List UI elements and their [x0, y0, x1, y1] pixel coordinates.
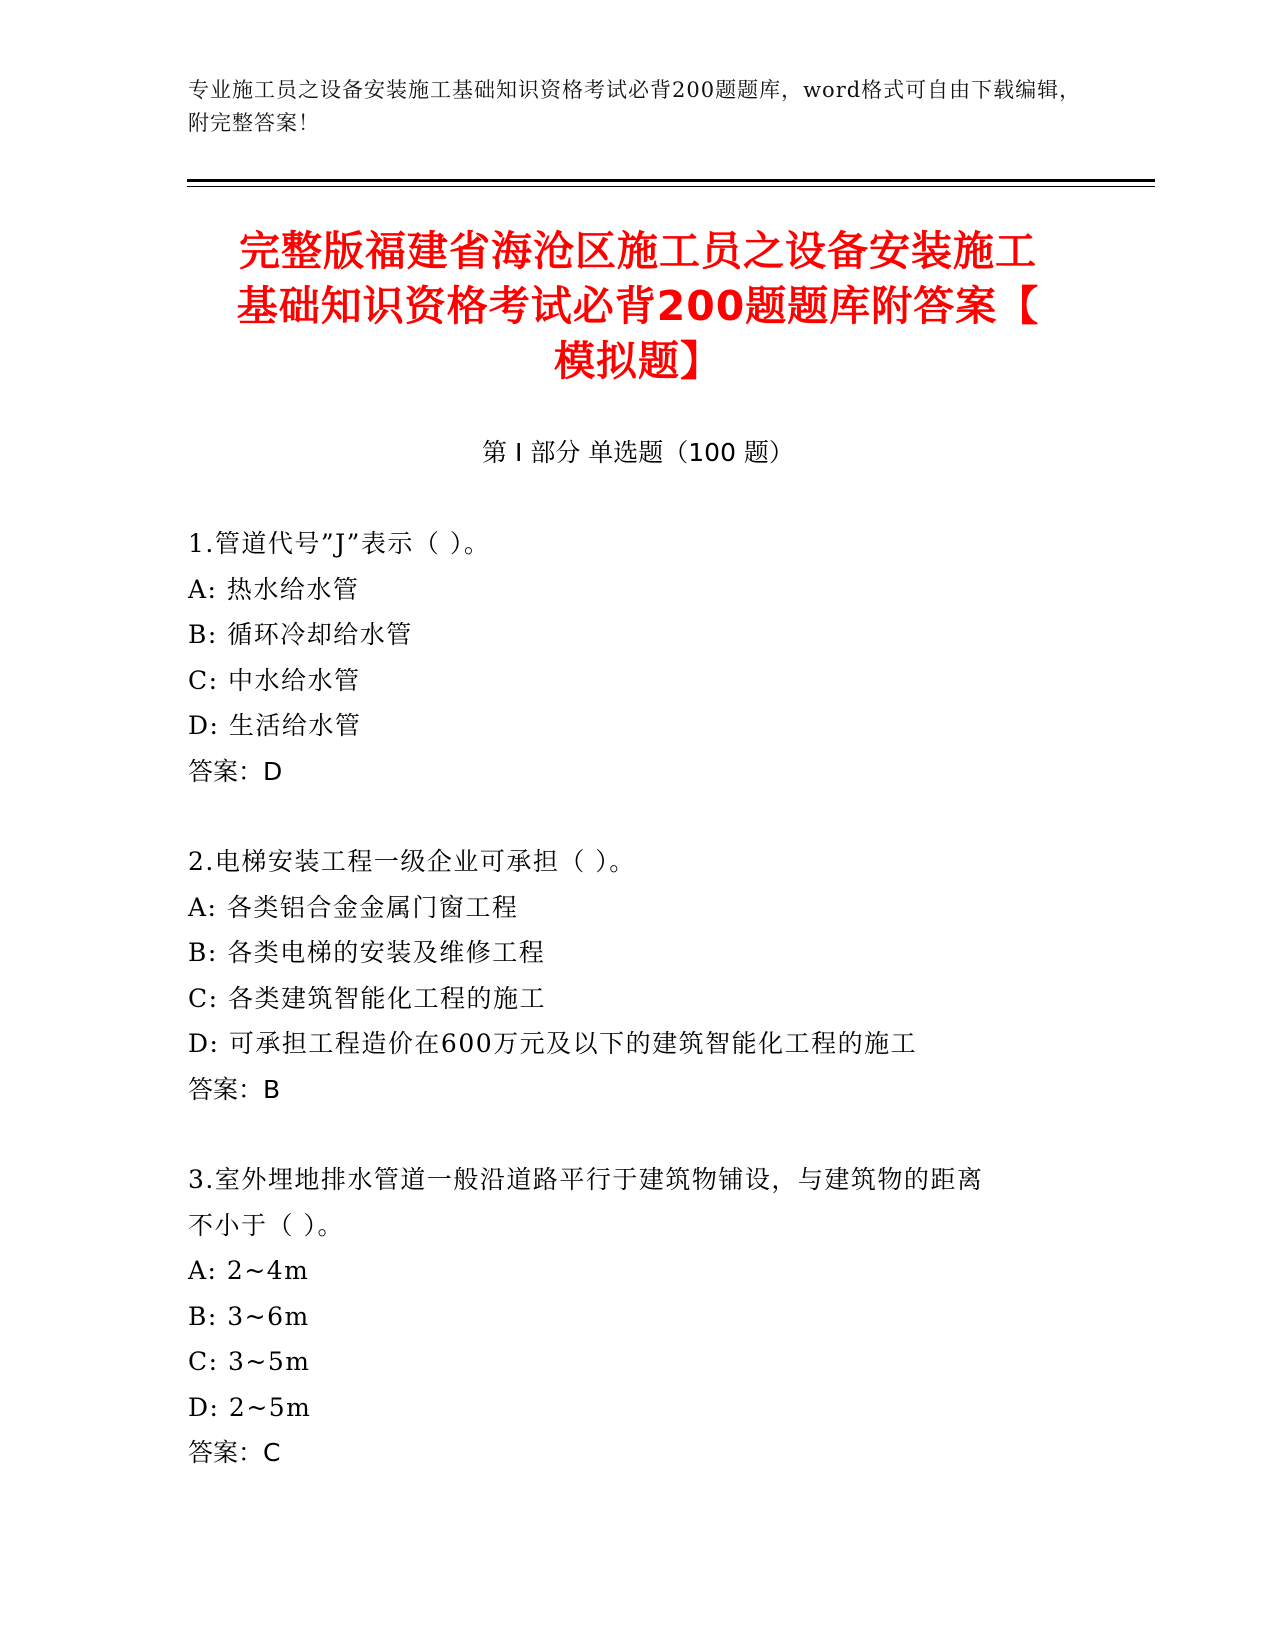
question-3: [188, 1157, 1088, 1476]
document-title: [188, 224, 1088, 389]
question-list: [188, 521, 1088, 1476]
header-rule-thin: [187, 186, 1155, 187]
document-title-line-2: 基础知识资格考试必背200题题库附答案【: [236, 282, 1040, 330]
document-title-line-1: 完整版福建省海沧区施工员之设备安装施工: [239, 227, 1037, 275]
option-list: [188, 1248, 1088, 1430]
question-stem-line-2: 不小于（ ）。: [188, 1210, 344, 1240]
option-list: [188, 567, 1088, 749]
option-b: B: 各类电梯的安装及维修工程: [188, 938, 546, 967]
question-stem: 1.管道代号”J”表示（ ）。: [188, 529, 491, 558]
question-spacer: [188, 794, 1088, 839]
header-rule-thick: [187, 179, 1155, 182]
question-stem-line-1: 3.室外埋地排水管道一般沿道路平行于建筑物铺设，与建筑物的距离: [188, 1165, 984, 1194]
option-a: A: 2~4m: [188, 1256, 310, 1285]
option-d: D: 2~5m: [188, 1392, 312, 1422]
option-list: [188, 885, 1088, 1067]
question-2: [188, 839, 1088, 1112]
option-c: C: 各类建筑智能化工程的施工: [188, 983, 546, 1013]
option-a: A: 各类铝合金金属门窗工程: [188, 892, 519, 922]
option-b: B: 3~6m: [188, 1301, 310, 1331]
question-spacer: [188, 1112, 1088, 1157]
header-note: 专业施工员之设备安装施工基础知识资格考试必背200题题库，word格式可自由下载编辑，附完整答案！: [188, 78, 1082, 135]
answer-line: 答案：D: [188, 756, 283, 786]
section-title: 第 I 部分 单选题（100 题）: [482, 438, 794, 467]
option-d: D: 可承担工程造价在600万元及以下的建筑智能化工程的施工: [188, 1029, 918, 1058]
option-d: D: 生活给水管: [188, 711, 362, 740]
option-b: B: 循环冷却给水管: [188, 620, 413, 649]
question-1: [188, 521, 1088, 794]
option-c: C: 3~5m: [188, 1347, 311, 1376]
option-a: A: 热水给水管: [188, 574, 360, 604]
answer-line: 答案：B: [188, 1074, 281, 1104]
question-stem: 2.电梯安装工程一级企业可承担（ ）。: [188, 847, 636, 876]
option-c: C: 中水给水管: [188, 665, 361, 695]
answer-line: 答案：C: [188, 1438, 281, 1467]
document-title-line-3: 模拟题】: [554, 337, 722, 385]
